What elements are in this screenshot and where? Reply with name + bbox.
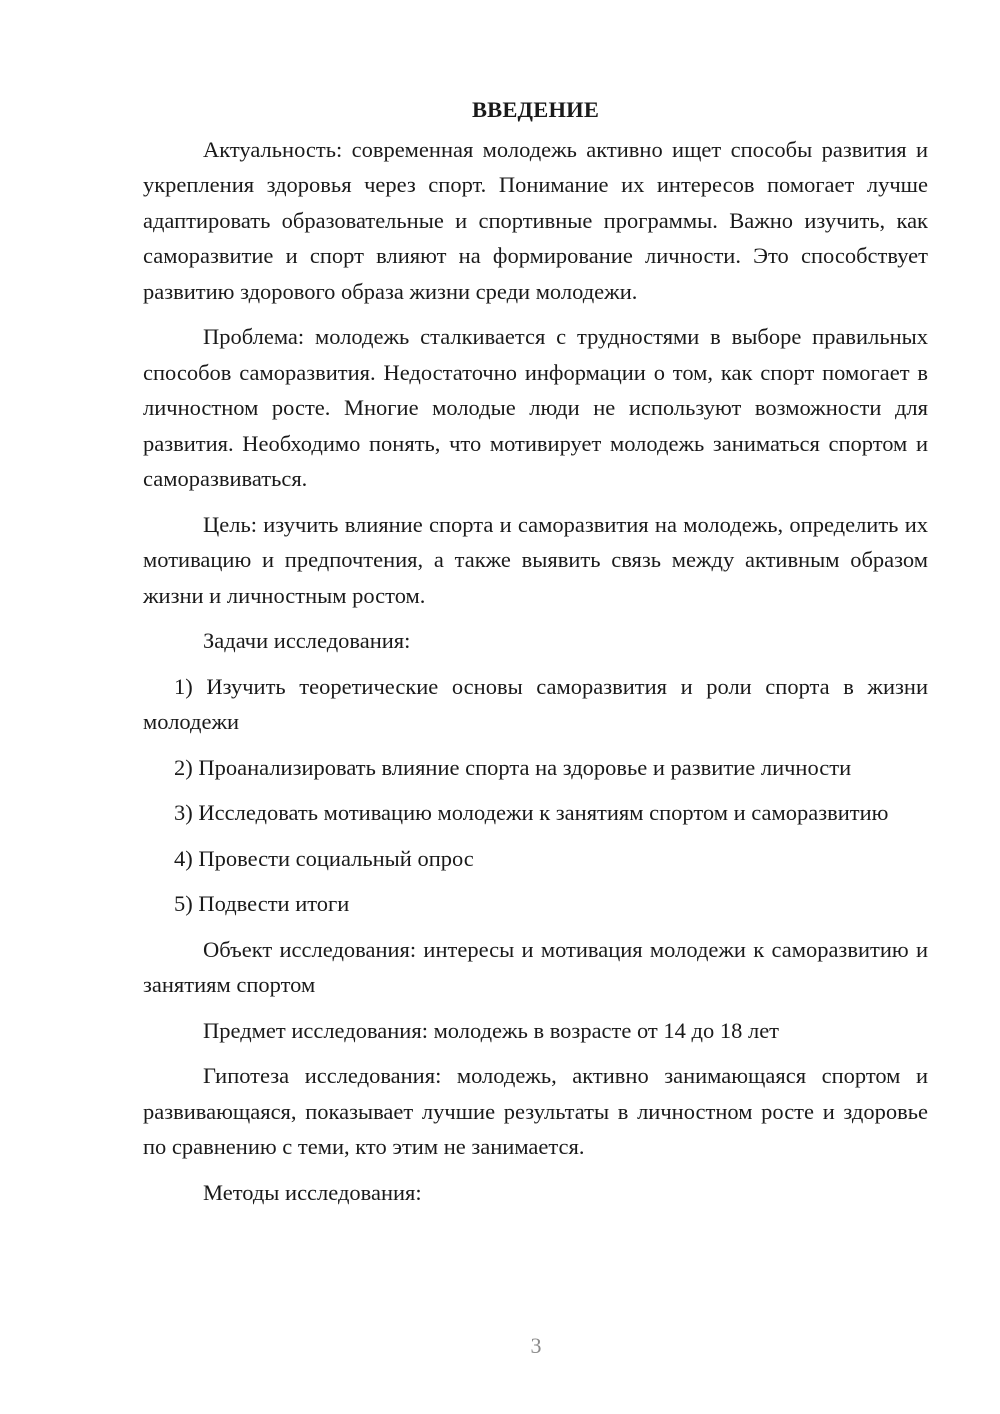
paragraph-goal: Цель: изучить влияние спорта и саморазвития на молодежь, определить их мотивацию и предпочтения, а также выявить связь между активным образом жизни и личностным ростом. <box>143 511 928 608</box>
task-item-2: 2) Проанализировать влияние спорта на здоровье и развитие личности <box>174 754 852 780</box>
task-item-5: 5) Подвести итоги <box>174 891 350 916</box>
document-page <box>143 92 928 1220</box>
paragraph-problem: Проблема: молодежь сталкивается с трудностями в выборе правильных способов саморазвития. Недостаточно информации о том, как спорт помогает в личностном росте. Многие молодые люди не используют возможности для развития. Необходимо понять, что мотивирует молодежь заниматься спортом и саморазвиваться. <box>143 324 928 491</box>
paragraph-tasks-heading: Задачи исследования: <box>203 628 411 653</box>
paragraph-relevance: Актуальность: современная молодежь активно ищет способы развития и укрепления здоровья через спорт. Понимание их интересов помогает лучше адаптировать образовательные и спортивные программы. Важно изучить, как саморазвитие и спорт влияют на формирование личности. Это способствует развитию здорового образа жизни среди молодежи. <box>143 136 928 304</box>
paragraph-methods: Методы исследования: <box>203 1179 422 1205</box>
page-number: 3 <box>530 1333 542 1358</box>
task-item-4: 4) Провести социальный опрос <box>174 845 474 871</box>
section-heading: ВВЕДЕНИЕ <box>471 97 600 122</box>
paragraph-object: Объект исследования: интересы и мотивация молодежи к саморазвитию и занятиям спортом <box>143 936 928 997</box>
paragraph-subject: Предмет исследования: молодежь в возрасте от 14 до 18 лет <box>203 1017 780 1043</box>
paragraph-hypothesis: Гипотеза исследования: молодежь, активно занимающаяся спортом и развивающаяся, показывает лучшие результаты в личностном росте и здоровье по сравнению с теми, кто этим не занимается. <box>143 1063 928 1159</box>
task-item-3: 3) Исследовать мотивацию молодежи к занятиям спортом и саморазвитию <box>174 800 889 825</box>
task-item-1: 1) Изучить теоретические основы саморазвития и роли спорта в жизни молодежи <box>143 673 928 734</box>
